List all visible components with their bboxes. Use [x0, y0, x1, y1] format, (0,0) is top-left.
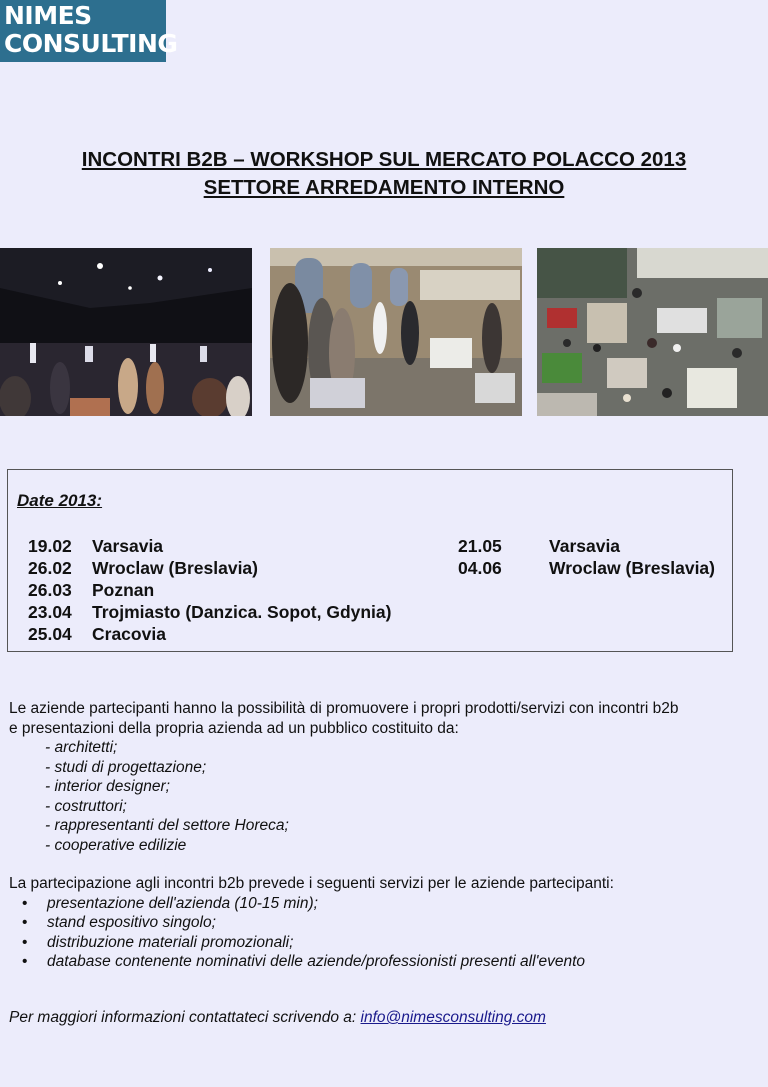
city-name: Varsavia — [549, 536, 621, 556]
date-value: 04.06 — [458, 558, 502, 578]
email-link[interactable]: info@nimesconsulting.com — [360, 1009, 546, 1026]
bullet-icon: • — [22, 953, 28, 970]
service-text: distribuzione materiali promozionali; — [47, 933, 294, 951]
logo-line-2: CONSULTING — [4, 29, 178, 58]
title-line-1: INCONTRI B2B – WORKSHOP SUL MERCATO POLACCO 2013 — [81, 148, 687, 171]
dates-box — [7, 469, 733, 652]
aerial-fair-photo — [537, 248, 768, 416]
services-section — [9, 874, 614, 972]
service-text: stand espositivo singolo; — [47, 914, 216, 931]
intro-paragraph — [9, 699, 678, 855]
date-value: 26.02 — [28, 558, 72, 578]
date-row — [28, 558, 258, 579]
service-text: database contenente nominativi delle aziende/professionisti presenti all'evento — [47, 953, 586, 970]
event-hall-photo — [0, 248, 252, 416]
list-item — [9, 913, 614, 933]
date-row — [28, 602, 391, 623]
date-value: 23.04 — [28, 602, 72, 622]
city-name: Trojmiasto (Danzica. Sopot, Gdynia) — [92, 602, 392, 622]
audience-item: - costruttori; — [45, 797, 127, 815]
audience-item: - rappresentanti del settore Horeca; — [45, 817, 289, 834]
intro-line-1: Le aziende partecipanti hanno la possibilità di promuovere i propri prodotti/servizi con incontri b2b — [9, 700, 679, 717]
contact-text: Per maggiori informazioni contattateci scrivendo a: — [9, 1009, 361, 1026]
contact-line — [9, 1009, 546, 1027]
audience-item: - interior designer; — [45, 778, 170, 795]
city-name: Cracovia — [92, 624, 166, 644]
bullet-icon: • — [22, 894, 28, 912]
audience-item: - cooperative edilizie — [45, 836, 187, 854]
dates-label: Date 2013: — [17, 491, 103, 510]
city-name: Varsavia — [92, 536, 164, 556]
date-row — [28, 580, 154, 601]
date-value: 21.05 — [458, 536, 502, 556]
city-name: Wroclaw (Breslavia) — [549, 558, 715, 578]
date-value: 26.03 — [28, 580, 72, 600]
date-row — [458, 536, 620, 557]
title-line-2: SETTORE ARREDAMENTO INTERNO — [203, 176, 565, 199]
list-item — [9, 952, 614, 972]
services-list — [9, 894, 614, 972]
intro-line-2: e presentazioni della propria azienda ad un pubblico costituito da: — [9, 719, 459, 737]
service-text: presentazione dell'azienda (10-15 min); — [47, 894, 318, 912]
exhibition-booths-photo — [270, 248, 522, 416]
date-row — [28, 624, 166, 645]
audience-item: - architetti; — [45, 739, 118, 756]
bullet-icon: • — [22, 914, 28, 931]
audience-item: - studi di progettazione; — [45, 758, 207, 776]
city-name: Wroclaw (Breslavia) — [92, 558, 258, 578]
date-row — [28, 536, 163, 557]
list-item — [9, 894, 614, 914]
date-row — [458, 558, 715, 579]
bullet-icon: • — [22, 933, 28, 951]
date-value: 19.02 — [28, 536, 72, 556]
company-logo — [0, 0, 178, 62]
services-heading: La partecipazione agli incontri b2b prevede i seguenti servizi per le aziende partecipanti: — [9, 875, 614, 892]
page-title — [0, 146, 768, 202]
list-item — [9, 933, 614, 953]
date-value: 25.04 — [28, 624, 72, 644]
city-name: Poznan — [92, 580, 155, 600]
logo-line-1: NIMES — [4, 1, 92, 30]
